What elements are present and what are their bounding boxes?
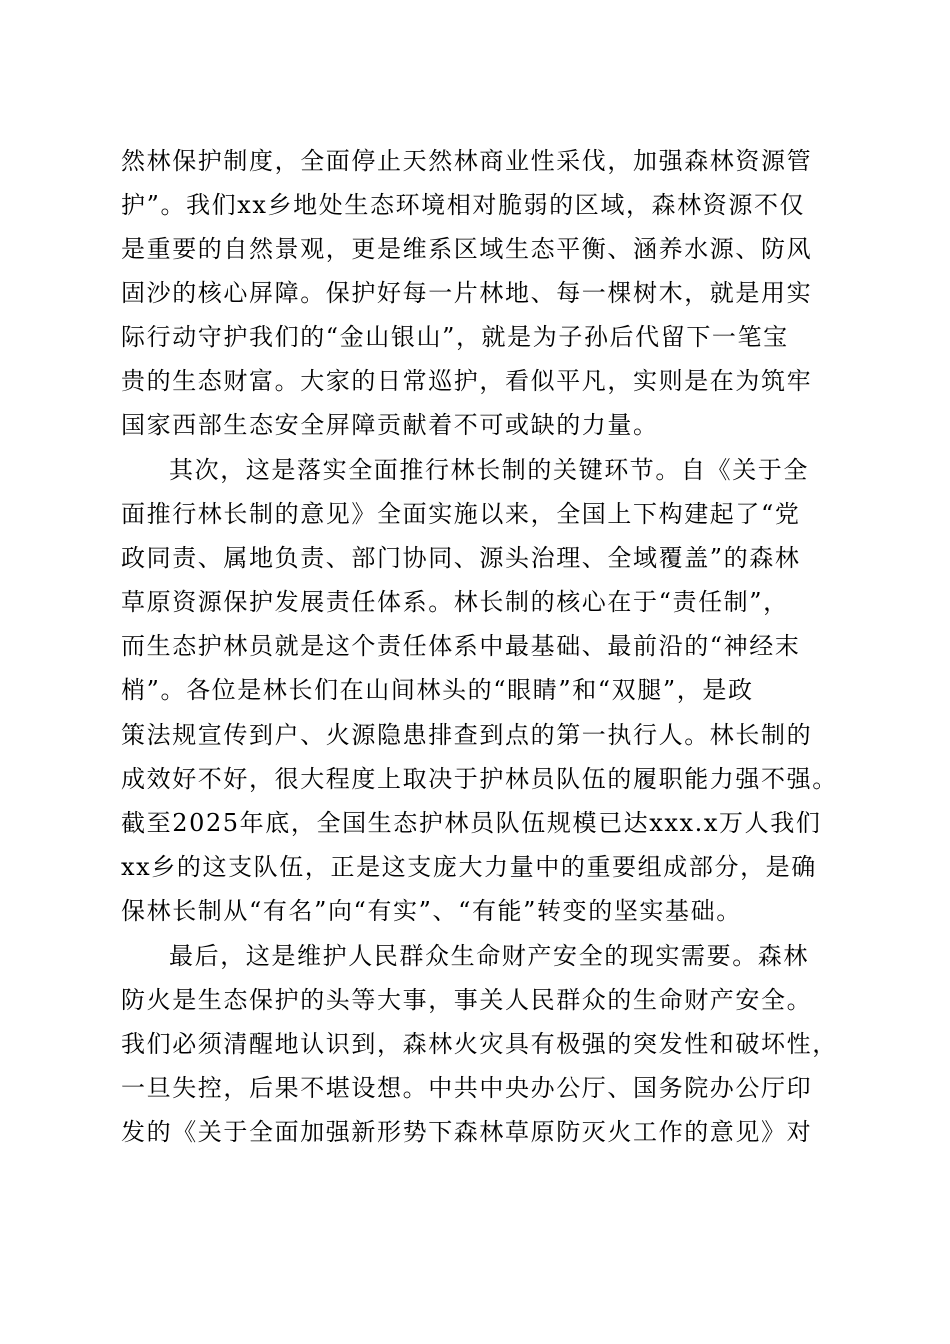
- text-line: 贵的生态财富。大家的日常巡护，看似平凡，实则是在为筑牢: [121, 367, 813, 395]
- text-line: 然林保护制度，全面停止天然林商业性采伐，加强森林资源管: [121, 147, 813, 175]
- text-line: 防火是生态保护的头等大事，事关人民群众的生命财产安全。: [121, 986, 813, 1014]
- text-line: 保林长制从“有名”向“有实”、“有能”转变的坚实基础。: [121, 897, 742, 925]
- text-line: 固沙的核心屏障。保护好每一片林地、每一棵树木，就是用实: [121, 279, 813, 307]
- text-line: 国家西部生态安全屏障贡献着不可或缺的力量。: [121, 411, 659, 439]
- text-line: 一旦失控，后果不堪设想。中共中央办公厅、国务院办公厅印: [121, 1074, 813, 1102]
- text-line: 成效好不好，很大程度上取决于护林员队伍的履职能力强不强。: [121, 765, 838, 793]
- text-line: 截至2025年底，全国生态护林员队伍规模已达xxx.x万人我们: [121, 809, 822, 837]
- text-line: 是重要的自然景观，更是维系区域生态平衡、涵养水源、防风: [121, 235, 813, 263]
- text-line: 梢”。各位是林长们在山间林头的“眼睛”和“双腿”，是政: [121, 676, 754, 704]
- paragraph-first-line: 其次，这是落实全面推行林长制的关键环节。自《关于全: [169, 456, 809, 484]
- text-line: xx乡的这支队伍，正是这支庞大力量中的重要组成部分，是确: [121, 853, 817, 881]
- text-line: 面推行林长制的意见》全面实施以来，全国上下构建起了“党: [121, 500, 801, 528]
- text-line: 发的《关于全面加强新形势下森林草原防灭火工作的意见》对: [121, 1118, 813, 1146]
- text-line: 我们必须清醒地认识到，森林火灾具有极强的突发性和破坏性，: [121, 1030, 838, 1058]
- text-line: 政同责、属地负责、部门协同、源头治理、全域覆盖”的森林: [121, 544, 801, 572]
- text-line: 策法规宣传到户、火源隐患排查到点的第一执行人。林长制的: [121, 721, 813, 749]
- paragraph-first-line: 最后，这是维护人民群众生命财产安全的现实需要。森林: [169, 942, 809, 970]
- text-line: 护”。我们xx乡地处生态环境相对脆弱的区域，森林资源不仅: [121, 191, 806, 219]
- text-line: 际行动守护我们的“金山银山”，就是为子孙后代留下一笔宝: [121, 323, 789, 351]
- text-line: 草原资源保护发展责任体系。林长制的核心在于“责任制”，: [121, 588, 789, 616]
- text-line: 而生态护林员就是这个责任体系中最基础、最前沿的“神经末: [121, 632, 801, 660]
